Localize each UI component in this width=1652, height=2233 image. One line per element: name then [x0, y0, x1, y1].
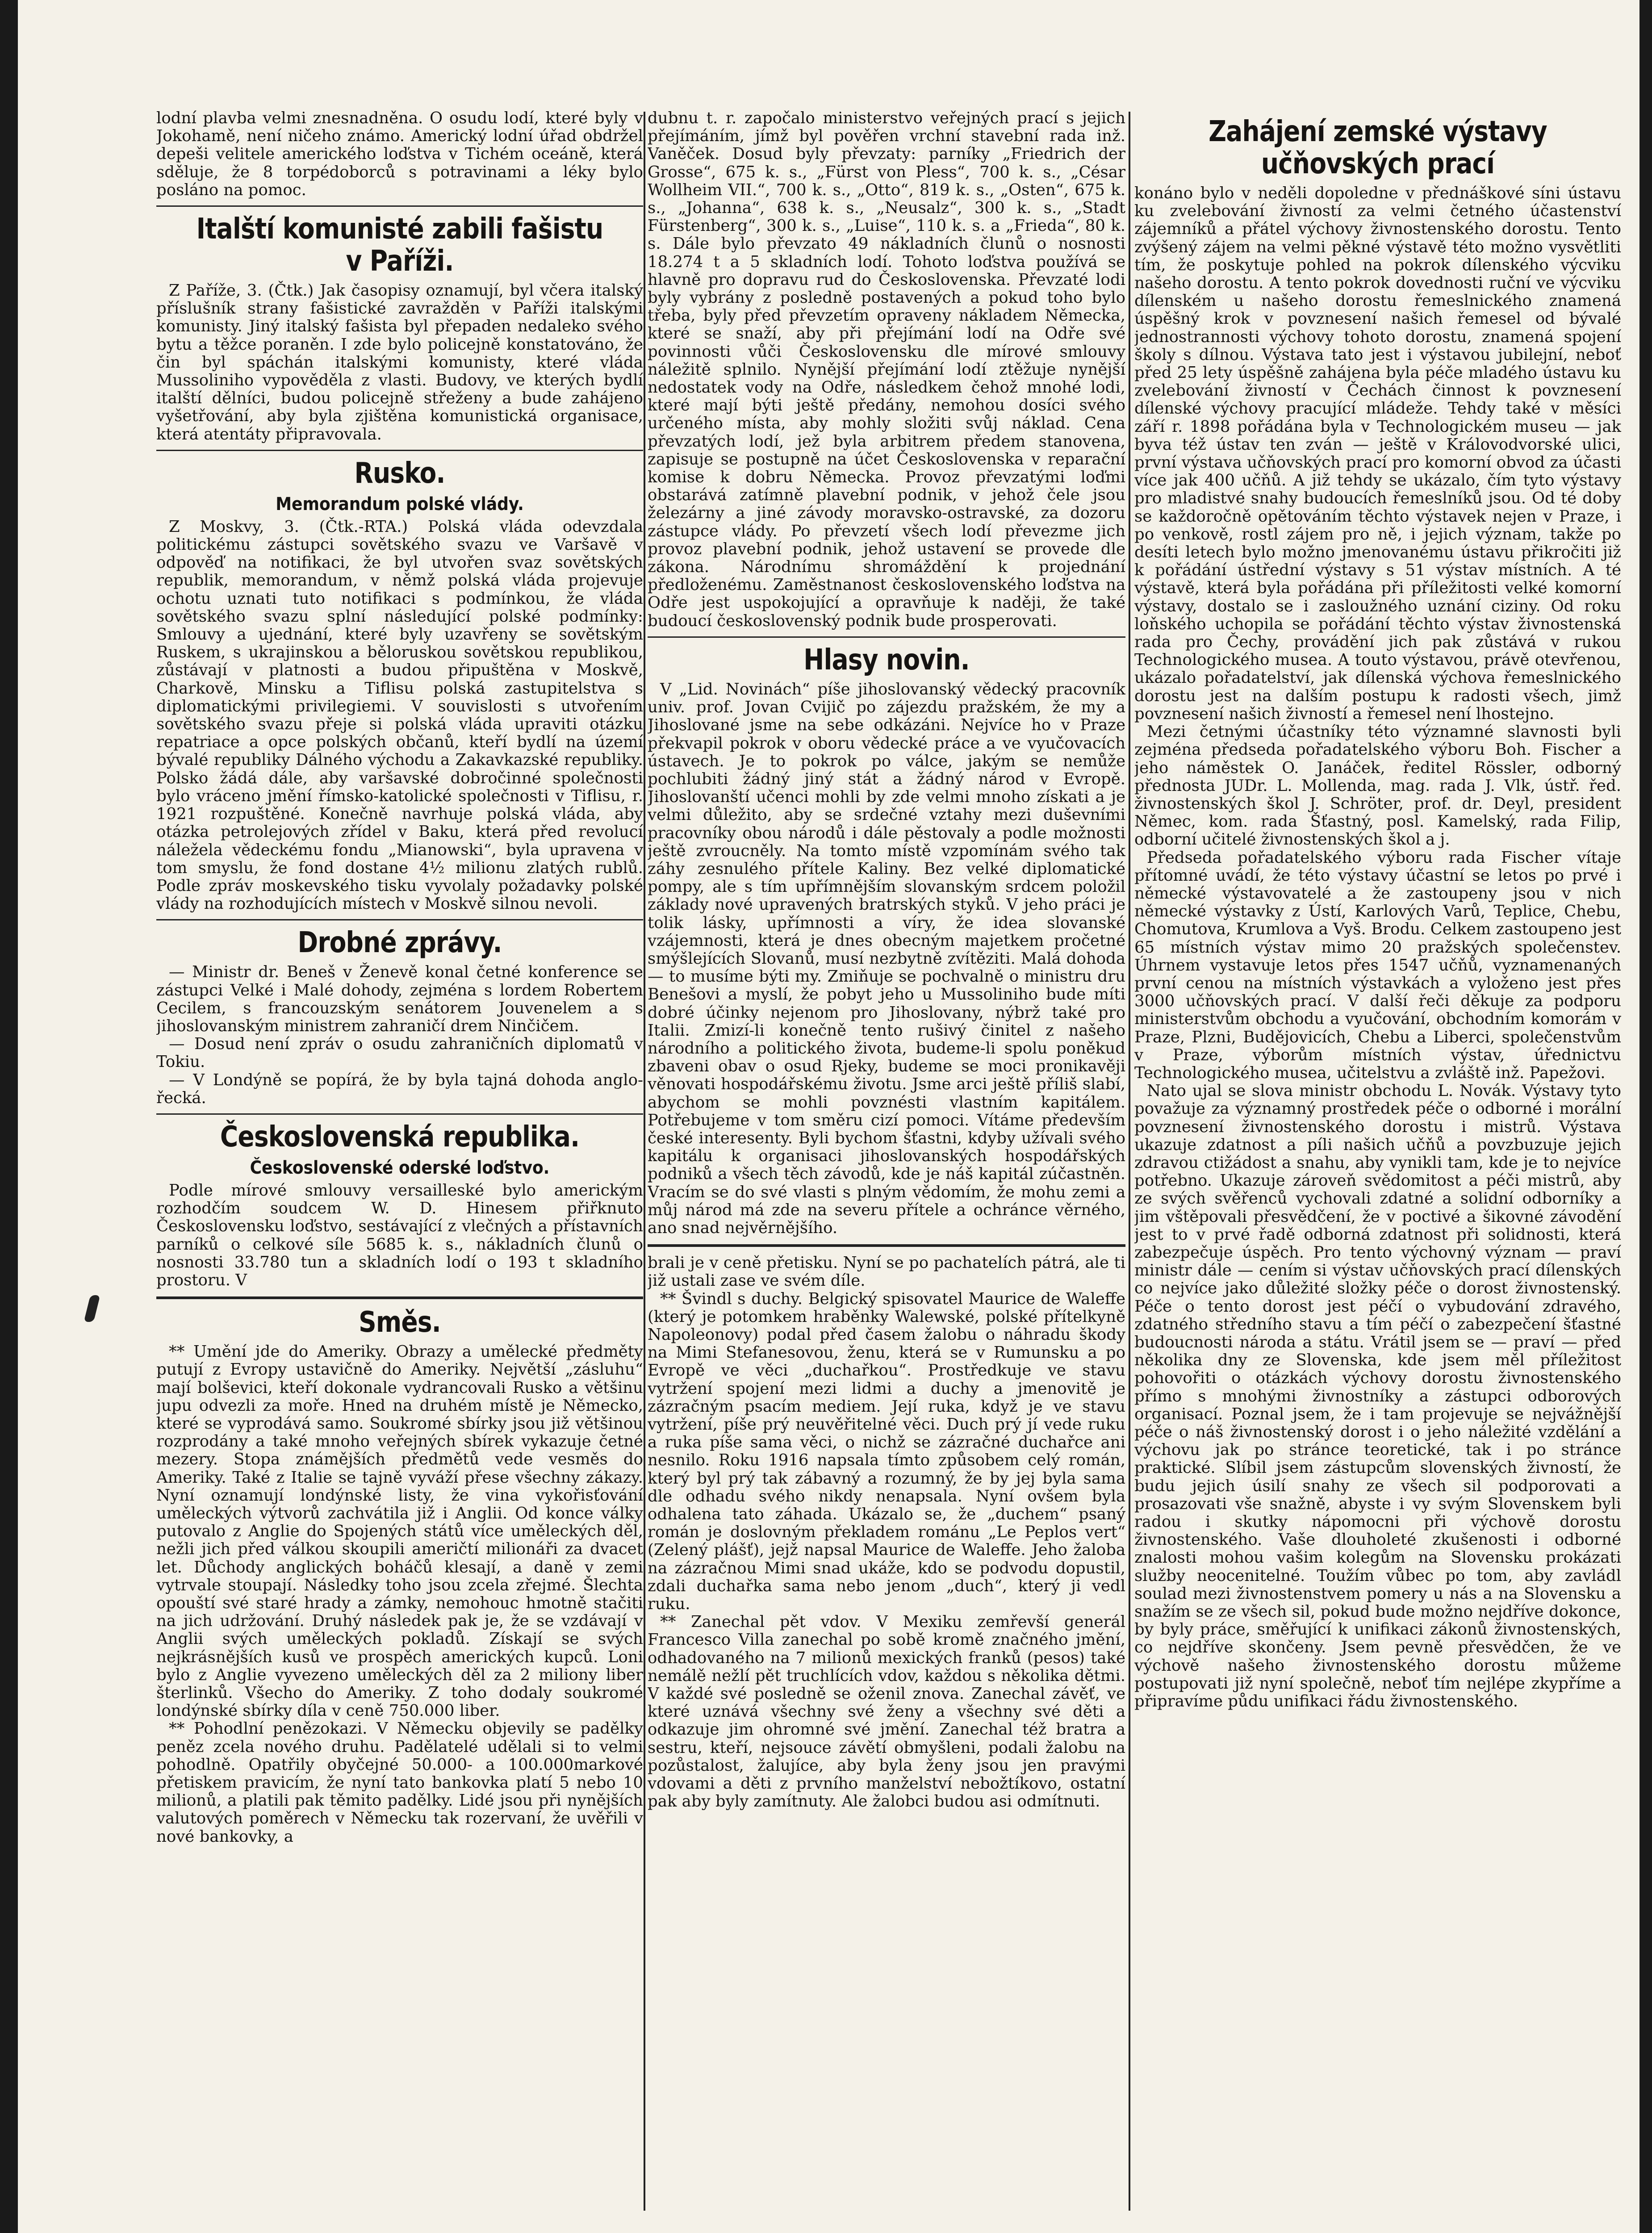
divider [648, 636, 1125, 638]
section-divider [156, 1296, 643, 1299]
article-text: lodní plavba velmi znesnadněna. O osudu lodí, které byly v Jokohamě, není ničeho známo. Americký lodní úřad obdržel depeši velitele amerického loďstva v Tichém oceáně, která sděluje, že 8 torpédoborců s potravinami a léky bylo posláno na pomoc. [156, 109, 643, 199]
section-divider [648, 1244, 1125, 1247]
column-rule-2 [1129, 112, 1130, 2211]
article-text: Mezi četnými účastníky této významné slavnosti byli zejména předseda pořadatelského výboru Boh. Fischer a jeho náměstek O. Janáček, ředitel Rössler, odborný přednosta JUDr. L. Mollenda, mag. rada J. Vlk, ústř. řed. živnostenských škol J. Schröter, prof. dr. Deyl, president Němec, kom. rada Šťastný, posl. Kamelský, rada Filip, odborní učitelé živnostenských škol a j. [1134, 723, 1621, 849]
subheadline-memorandum: Memorandum polské vlády. [276, 493, 524, 514]
article-text: — Ministr dr. Beneš v Ženevě konal četné konference se zástupci Velké i Malé dohody, zejména s lordem Robertem Cecilem, s francouzským senátorem Jouvenelem a s jihoslovanským ministrem zahraničí drem Ninčičem. [156, 963, 643, 1035]
article-text: — V Londýně se popírá, že by byla tajná dohoda anglo-řecká. [156, 1071, 643, 1107]
headline-vystava: Zahájení zemské výstavy učňovských prací [1209, 115, 1547, 180]
article-text: brali je v ceně přetisku. Nyní se po pachatelích pátrá, ale ti již ustali zase ve svém díle. [648, 1254, 1125, 1290]
ink-mark [84, 1295, 100, 1322]
article-text: V „Lid. Novinách“ píše jihoslovanský vědecký pracovník univ. prof. Jovan Cvijič po zájezdu pražském, že my a Jihoslované jsme na sebe odkázáni. Nejvíce ho v Praze překvapil pokrok v oboru vědecké práce a ve vyučovacích ústavech. Je to pokrok po válce, jakým se nemůže pochlubiti žádný jiný stát a žádný národ v Evropě. Jihoslovanští učenci mohli by zde velmi mnoho získati a je velmi důležito, aby se srdečné vztahy mezi duševními pracovníky obou národů i dále pěstovaly a podle možnosti ještě zvroucněly. Na tomto místě vzpomínám svého tak záhy zesnulého přítele Kaliny. Bez velké diplomatické pompy, ale s tím upřímnějším slovanským srdcem položil základy nové upravených bratrských styků. V jeho práci je tolik lásky, upřímnosti a víry, že idea slovanské vzájemnosti, která je dnes obecným majetkem pročetné smýšlejících Slovanů, musí nezbytně zvítěziti. Malá dohoda — to musíme býti my. Zmiňuje se pochvalně o ministru dru Benešovi a myslí, že pobyt jeho u Mussoliniho bude míti dobré účinky nejenom pro Jihoslovany, nýbrž také pro Italii. Zmizí-li konečně tento rušivý činitel z našeho národního a politického života, budeme-li spolu poněkud zbaveni obav o osud Rjeky, budeme se moci pronikavěji věnovati hospodářskému životu. Jsme arci ještě příliš slabí, abychom se mohli povznésti vlastním kapitálem. Potřebujeme v tom směru cizí pomoci. Vítáme především české interesenty. Byli bychom šťastni, kdyby užívali svého kapitálu k organisaci jihoslovanských hospodářských podniků a všech těch závodů, kde je náš kapitál zúčastněn. Vracím se do své vlasti s plným vědomím, že mohu zemi a můj národ má zde na severu přítele a ochránce věrného, ano snad nejvěrnějšího. [648, 680, 1125, 1237]
article-text: Nato ujal se slova ministr obchodu L. Novák. Výstavy tyto považuje za významný prostředek péče o odborné i morální povznesení živnostenského dorostu i mistrů. Výstava ukazuje zdatnost a píli našich učňů a povzbuzuje jejich zdravou ctižádost a snahu, aby vynikli tam, kde je to nejvíce potřebno. Ukazuje zároveň svědomitost a péči mistrů, aby ze svých svěřenců vychovali zdatné a solidní odborníky a jim vštěpovali přesvědčení, že v poctivé a šikovné závodění jest to v prvé řadě odborná zdatnost při solidnosti, která zabezpečuje úspěch. Pro tento výchovný význam — praví ministr dále — cením si výstav učňovských prací dílenských co nejvíce jako důležité složky péče o dorost živnostenský. Péče o tento dorost jest péčí o vybudování zdravého, zdatného středního stavu a tím péčí o zabezpečení šťastné budoucnosti národa a státu. Vrátil jsem se — praví — před několika dny ze Slovenska, kde jsem měl příležitost pohovořiti o otázkách výchovy dorostu živnostenského přímo s mnohými živnostníky a zástupci odborových organisací. Poznal jsem, že i tam projevuje se nejvážnější péče o náš živnostenský dorost i o jeho náležité vzdělání a výchovu jak po stránce teoretické, tak i po stránce praktické. Slíbil jsem zástupcům slovenských živností, že budu jejich úsilí snahy ze všech sil podporovati a prosazovati vše snažně, abyste i vy svým Slovenskem byli radou i skutky nápomocni při výchově dorostu živnostenského. Vaše dlouholeté zkušenosti i odborné znalosti mohou vašim kolegům na Slovensku prokázati služby neocenitelné. Toužím vůbec po tom, aby zavládl soulad mezi živnostenstvem pomery u nás a na Slovensku a snažím se ze všech sil, pokud bude možno nejdříve dokonce, by byly práce, směřující k unifikaci zákonů živnostenských, co nejdříve skončeny. Jsem pevně přesvědčen, že ve výchově našeho živnostenského dorostu můžeme postupovati již nyní společně, neboť tím nejlépe zkypříme a připravíme půdu unifikaci řádu živnostenského. [1134, 1082, 1621, 1711]
headline-hlasy: Hlasy novin. [803, 643, 970, 677]
headline-rusko: Rusko. [354, 456, 445, 490]
column-2 [648, 109, 1125, 2217]
scan-edge-right [1639, 0, 1652, 2233]
divider [156, 205, 643, 207]
article-text: ** Umění jde do Ameriky. Obrazy a umělecké předměty putují z Evropy ustavičně do Ameriky. Největší „zásluhu“ mají bolševici, kteří dokonale vydrancovali Rusko a většinu jupu odvezli za moře. Hned na druhém místě je Německo, které se vyprodává samo. Soukromé sbírky jsou již většinou rozprodány a také mnoho veřejných sbírek vykazuje četné mezery. Stopa známějších předmětů vede vesměs do Ameriky. Také z Italie se tajně vyváží přese všechny zákazy. Nyní oznamují londýnské listy, že vina vykořisťování uměleckých výtvorů zachvátila již i Anglii. Od konce války putovalo z Anglie do Spojených států více uměleckých děl, nežli jich před válkou skoupili američtí milionáři za dvacet let. Důchody anglických boháčů klesají, a daně v zemi vytrvale stoupají. Následky toho jsou zcela zřejmé. Šlechta opouští své staré hrady a zámky, nemohouc hmotně stačiti na jich udržování. Druhý následek pak je, že se vzdávají v Anglii svých uměleckých pokladů. Získají se svých nejkrásnějších kusů ve prospěch amerických kupců. Loni bylo z Anglie vyvezeno uměleckých děl za 2 miliony liber šterlinků. Všecho do Ameriky. Z toho dodaly soukromé londýnské sbírky díla v ceně 750.000 liber. [156, 1342, 643, 1720]
column-1 [156, 109, 643, 2217]
article-text: — Dosud není zpráv o osudu zahraničních diplomatů v Tokiu. [156, 1035, 643, 1071]
article-text: Z Moskvy, 3. (Čtk.-RTA.) Polská vláda odevzdala politickému zástupci sovětského svazu ve Varšavě v odpověď na notifikaci, že byl utvořen svaz sovětských republik, memorandum, v němž polská vláda projevuje ochotu uznati tuto notifikaci s podmínkou, že vláda sovětského svazu splní následující polské podmínky: Smlouvy a ujednání, které byly uzavřeny se sovětským Ruskem, s ukrajinskou a běloruskou sovětskou republikou, zůstávají v platnosti a budou připuštěna v Moskvě, Charkově, Minsku a Tiflisu polská zastupitelstva s diplomatickými privilegiemi. V souvislosti s utvořením sovětského svazu přeje si polská vláda upraviti otázku repatriace a opce polských občanů, kteří bydlí na území bývalé republiky Dálného východu a Zakavkazské republiky. Polsko žádá dále, aby varšavské dobročinné společnosti bylo vráceno jmění římsko-katolické společnosti v Tiflisu, r. 1921 rozpuštěné. Konečně navrhuje polská vláda, aby otázka petrolejových zřídel v Baku, která před revolucí náležela vědeckému fondu „Mianowski“, byla upravena v tom smyslu, že fond dostane 4½ milionu zlatých rublů. Podle zpráv moskevského tisku vyvolaly požadavky polské vlády na rozhodujících místech v Moskvě silnou nevoli. [156, 517, 643, 913]
column-rule-1 [644, 112, 645, 2211]
scan-edge-left [0, 0, 18, 2233]
article-text: ** Švindl s duchy. Belgický spisovatel Maurice de Waleffe (který je potomkem hraběnky Walewské, polské přítelkyně Napoleonovy) podal před časem žalobu o náhradu škody na Mimi Stefanesovou, ženu, která se v Rumunsku a po Evropě ve věci „duchařkou“. Prostředkuje ve stavu vytržení spojení mezi lidmi a duchy a jmenovitě je zázračným psacím mediem. Její ruka, když je ve stavu vytržení, píše prý neuvěřitelné věci. Duch prý jí vede ruku a ruka píše sama věci, o nichž se zázračné duchařce ani nesnilo. Roku 1916 napsala tímto způsobem celý román, který byl prý tak zábavný a rozumný, že by jej byla sama dle odhadu svého nikdy nenapsala. Nyní ovšem byla odhalena tato záhada. Ukázalo se, že „duchem“ psaný román je doslovným překladem románu „Le Peplos vert“ (Zelený plášť), jejž napsal Maurice de Waleffe. Jeho žaloba na zázračnou Mimi snad ukáže, kdo se podvodu dopustil, zdali duchařka sama nebo jenom „duch“, který ji vedl ruku. [648, 1289, 1125, 1614]
subheadline-lodstvo: Československé oderské loďstvo. [250, 1157, 550, 1178]
headline-komuniste: Italští komunisté zabili fašistu v Paříži. [196, 213, 603, 278]
column-3 [1134, 109, 1621, 2217]
article-text: dubnu t. r. započalo ministerstvo veřejných prací s jejich přejímáním, jímž byl pověřen vrchní stavební rada inž. Vaněček. Dosud byly převzaty: parníky „Friedrich der Grosse“, 675 k. s., „Fürst von Pless“, 700 k. s., „César Wollheim VII.“, 700 k. s., „Otto“, 819 k. s., „Osten“, 675 k. s., „Johanna“, 638 k. s., „Neusalz“, 300 k. s., „Stadt Fürstenberg“, 300 k. s., „Luise“, 110 k. s. a „Frieda“, 80 k. s. Dále bylo převzato 49 nákladních člunů o nosnosti 18.274 t a 5 skladních lodí. Tohoto loďstva používá se hlavně pro dopravu rud do Československa. Převzaté lodi byly vybrány z posledně postavených a pokud toho bylo třeba, byly před převzetím opraveny nákladem Německa, které se snaží, aby při přejímání lodí na Odře své povinnosti vůči Československu dle mírové smlouvy náležitě splnilo. Nynější přejímání lodí ztěžuje nynější nedostatek vody na Odře, následkem čehož mnohé lodi, které mají býti ještě předány, nemohou dosíci svého určeného místa, aby mohly složiti svůj náklad. Cena převzatých lodí, jež byla arbitrem předem stanovena, zapisuje se postupně na účet Československa v reparační komise k dobru Německa. Provoz převzatými loďmi obstarává zatímně plavební podnik, v jehož čele jsou železárny a jiné závody moravsko-ostravské, za dozoru zástupce vlády. Po převzetí všech lodí převezme jich provoz plavební podnik, jehož ustavení se provede dle zákona. Národnímu shromáždění k projednání předloženému. Zaměstnanost československého loďstva na Odře jest uspokojující a opravňuje k naději, že také budoucí československý podnik bude prosperovati. [648, 109, 1125, 630]
article-text: ** Zanechal pět vdov. V Mexiku zemřevší generál Francesco Villa zanechal po sobě kromě značného jmění, odhadovaného na 7 milionů mexických franků (pesos) také nemálě nežlí pět truchlících vdov, každou s několika dětmi. V každé své posledně se oženil znova. Zanechal závěť, ve které uznává všechny své ženy a všechny své děti a odkazuje jim ohromné své jmění. Zanechal též bratra a sestru, kteří, nejsouce závětí obmyšleni, podali žalobu na pozůstalost, žalujíce, aby byla ženy jsou jen pravými vdovami a děti z prvního manželství nebožtíkovo, ostatní pak aby byly zamítnuty. Ale žalobci budou asi odmítnuti. [648, 1613, 1125, 1811]
article-text: ** Pohodlní penězokazi. V Německu objevily se padělky peněz zcela nového druhu. Padělatelé udělali si to velmi pohodlně. Opatřily obyčejné 50.000- a 100.000markové přetiskem pravicím, že nyní tato bankovka platí 5 nebo 10 milionů, a platili pak těmito padělky. Lidé jsou při nynějších valutových poměrech v Německu tak rozervaní, že uvěřili v nové bankovky, a [156, 1719, 643, 1846]
headline-republika: Československá republika. [220, 1120, 580, 1154]
headline-smes: Směs. [359, 1306, 441, 1339]
divider [156, 450, 643, 451]
article-text: Z Paříže, 3. (Čtk.) Jak časopisy oznamují, byl včera italský příslušník strany fašistické zavražděn v Paříži italskými komunisty. Jiný italský fašista byl přepaden nedaleko svého bytu a těžce poraněn. I zde bylo policejně konstatováno, že čin byl spáchán italskými komunisty, které vláda Mussoliniho vypověděla z vlasti. Budovy, ve kterých bydlí italští dělníci, budou policejně střeženy a bude zahájeno vyšetřování, aby byla zjištěna komunistická organisace, která atentáty připravovala. [156, 281, 643, 443]
article-text: konáno bylo v neděli dopoledne v přednáškové síni ústavu ku zvelebování živností za velmi četného účastenství zájemníků a přátel výchovy živnostenského dorostu. Tento zvýšený zájem na velmi pěkné výstavě této možno vysvětliti tím, že poskytuje pohled na pokrok dílenského výcviku našeho dorostu. A tento pokrok dovednosti ruční ve výcviku dílenském u našeho dorostu řemeslnického znamená úspěšný krok v povznesení našich řemesel od bývalé jednostrannosti výchovy tohoto dorostu, znamená spojení školy s dílnou. Výstava tato jest i výstavou jubilejní, neboť před 25 lety úspěšně zahájena byla péče mladého ústavu ku zvelebování živností v Čechách činnost k povznesení dílenské výchovy pracující mládeže. Tehdy také v měsíci září r. 1898 pořádána byla v Technologickém museu — jak byva též ústav ten zván — ještě v Královodvorské ulici, první výstava učňovských prací pro komorní obvod za účasti více jak 400 učňů. A již tehdy se ukázalo, čím tyto výstavy pro mladistvé snahy budoucích řemeslníků jsou. Od té doby se každoročně opětováním těchto výstavek nejen v Praze, i po venkově, rostl zájem pro ně, i jejich význam, takže po desíti letech bylo možno jmenovanému ústavu přikročiti již k pořádání ústřední výstavy s 51 výstav místních. A té výstavě, která byla pořádána při příležitosti velké komorní výstavy, dostalo se i zasloužného uznání ciziny. Od roku loňského uchopila se pořádání těchto výstav živnostenská rada pro Čechy, provádění jich pak zůstává v rukou Technologického musea. A touto výstavou, právě otevřenou, ukázalo pořadatelství, jak dílenská výchova řemeslnického dorostu jest na dalším postupu k radosti všech, jimž povznesení našich živností a řemesel není lhostejno. [1134, 184, 1621, 723]
article-text: Podle mírové smlouvy versailleské bylo americkým rozhodčím soudcem W. D. Hinesem přiřknuto Československu loďstvo, sestávající z vlečných a přístavních parníků o celkové síle 5685 k. s., nákladních člunů o nosnosti 33.780 tun a skladních lodí o 193 t skladního prostoru. V [156, 1181, 643, 1289]
headline-drobne: Drobné zprávy. [297, 926, 502, 960]
divider [156, 1113, 643, 1115]
article-text: Předseda pořadatelského výboru rada Fischer vítaje přítomné uvádí, že této výstavy účastní se letos po prvé i německé výstavovatelé a že zastoupeny jsou v nich německé výstavky z Ústí, Karlových Varů, Teplice, Chebu, Chomutova, Krumlova a Vyš. Brodu. Celkem zastoupeno jest 65 místních výstav mimo 20 pražských společenstev. Úhrnem vystavuje letos přes 1547 učňů, vyznamenaných první cenou na místních výstavkách a vyloženo jest přes 3000 učňovských prací. V další řeči děkuje za podporu ministerstvům obchodu a vyučování, obchodním komorám v Praze, Plzni, Budějovicích, Chebu a Liberci, společenstvům v Praze, výborům místních výstav, úřednictvu Technologického musea, učitelstvu a zvláště inž. Papežovi. [1134, 848, 1621, 1082]
divider [156, 919, 643, 920]
